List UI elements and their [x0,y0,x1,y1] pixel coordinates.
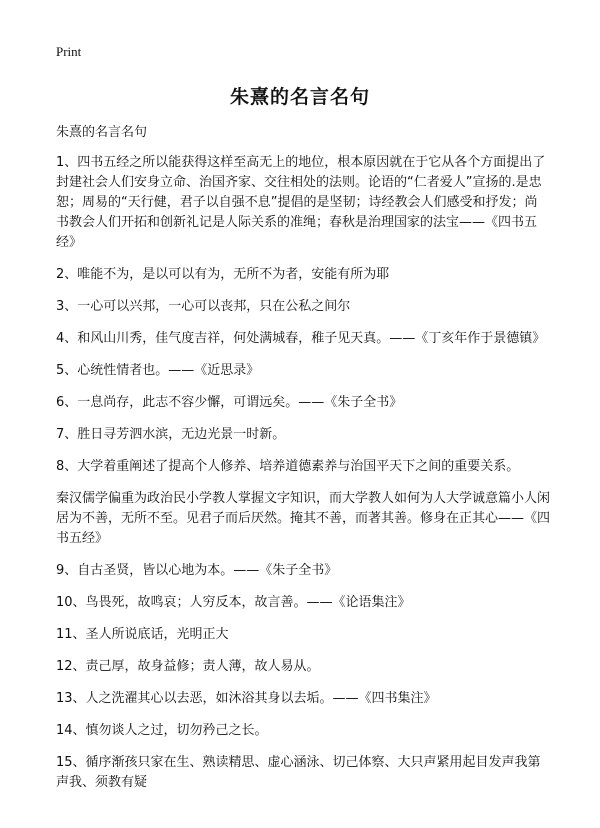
quote-paragraph-8-cont: 秦汉儒学偏重为政治民小学教人掌握文字知识，而大学教人如何为人大学诚意篇小人闲居为不善，无所不至。见君子而后厌然。掩其不善，而著其善。修身在正其心——《四书五经》 [56,491,551,546]
quote-paragraph-1: 1、四书五经之所以能获得这样至高无上的地位，根本原因就在于它从各个方面提出了封建社会人们安身立命、治国齐家、交往相处的法则。论语的“仁者爱人”宣扬的.是忠恕；周易的“天行健，君子以自强不息”提倡的是坚韧；诗经教会人们感受和抒发；尚书教会人们开拓和创新礼记是人际关系的准绳；春秋是治理国家的法宝——《四书五经》 [56,155,546,250]
quote-list [56,153,550,805]
quote-paragraph-8: 8、大学着重阐述了提高个人修养、培养道德素养与治国平天下之间的重要关系。 [56,459,520,474]
quote-paragraph-10: 10、鸟畏死，故鸣哀；人穷反本，故言善。——《论语集注》 [56,595,411,610]
quote-paragraph-6: 6、一息尚存，此志不容少懈，可谓远矣。——《朱子全书》 [56,395,403,410]
quote-paragraph-12: 12、责己厚，故身益修；责人薄，故人易从。 [56,659,320,674]
quote-paragraph-7: 7、胜日寻芳泗水滨，无边光景一时新。 [56,427,286,442]
quote-paragraph-2: 2、唯能不为，是以可以有为，无所不为者，安能有所为耶 [56,267,390,282]
quote-paragraph-3: 3、一心可以兴邦，一心可以丧邦，只在公私之间尔 [56,299,351,314]
page-title: 朱熹的名言名句 [229,86,370,108]
quote-paragraph-13: 13、人之洗濯其心以去恶，如沐浴其身以去垢。——《四书集注》 [56,691,437,706]
quote-paragraph-15: 15、循序渐孩只家在生、熟读精思、虚心涵泳、切己体察、大只声紧用起目发声我第声我、须教有疑 [56,755,541,790]
quote-paragraph-14: 14、慎勿谈人之过，切勿矜己之长。 [56,723,268,738]
quote-paragraph-5: 5、心统性情者也。——《近思录》 [56,363,260,378]
quote-paragraph-11: 11、圣人所说底话，光明正大 [56,627,229,642]
quote-paragraph-9: 9、自古圣贤，皆以心地为本。——《朱子全书》 [56,563,338,578]
quote-paragraph-4: 4、和风山川秀，佳气度吉祥，何处满城春，稚子见天真。——《丁亥年作于景德镇》 [56,331,546,346]
print-link[interactable]: Print [56,44,82,59]
document-subtitle: 朱熹的名言名句 [56,125,148,140]
